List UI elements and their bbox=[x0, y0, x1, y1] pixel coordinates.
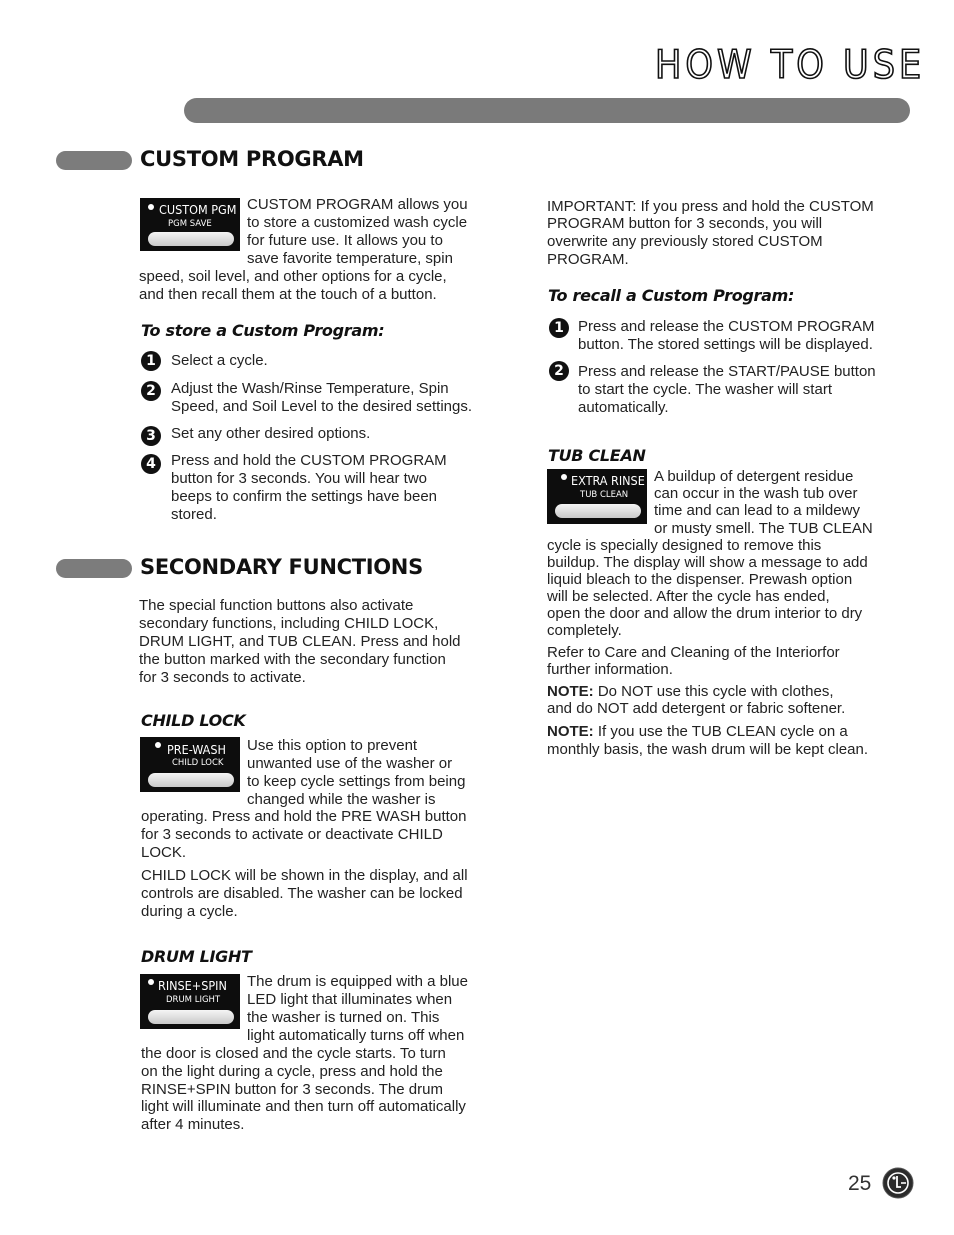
section-pill bbox=[56, 559, 132, 578]
tub-clean-refer-2: further information. bbox=[547, 661, 673, 678]
step-number: 2 bbox=[549, 361, 569, 381]
section-heading-custom-program: CUSTOM PROGRAM bbox=[140, 147, 364, 171]
store-step-4-line-3: beeps to confirm the settings have been bbox=[171, 488, 438, 505]
indicator-dot bbox=[148, 979, 154, 985]
child-lock-heading: CHILD LOCK bbox=[141, 711, 246, 730]
secondary-intro-4: the button marked with the secondary function bbox=[139, 651, 446, 668]
store-step-2-line-2: Speed, and Soil Level to the desired settings. bbox=[171, 398, 473, 415]
tub-clean-note-1-line-2: and do NOT add detergent or fabric softener. bbox=[547, 700, 846, 717]
button-main-label: EXTRA RINSE bbox=[571, 473, 645, 488]
indicator-dot bbox=[155, 742, 161, 748]
drum-light-text-6: on the light during a cycle, press and hold the bbox=[141, 1063, 443, 1080]
tub-clean-refer-1: Refer to Care and Cleaning of the Interiorfor bbox=[547, 644, 840, 661]
button-main-label: PRE-WASH bbox=[167, 742, 226, 757]
step-number: 1 bbox=[549, 318, 569, 338]
drum-light-text-9: after 4 minutes. bbox=[141, 1116, 245, 1133]
store-step-3: Set any other desired options. bbox=[171, 425, 371, 442]
page-title: HOW TO USE bbox=[655, 43, 926, 88]
pre-wash-button-image bbox=[140, 737, 240, 792]
secondary-intro-5: for 3 seconds to activate. bbox=[139, 669, 306, 686]
custom-program-intro-6: and then recall them at the touch of a button. bbox=[139, 286, 437, 303]
recall-step-2-line-3: automatically. bbox=[578, 399, 669, 416]
button-sub-label: CHILD LOCK bbox=[172, 758, 224, 768]
indicator-dot bbox=[148, 204, 154, 210]
important-text-2: PROGRAM button for 3 seconds, you will bbox=[547, 215, 823, 232]
tub-clean-note-2 bbox=[547, 723, 848, 741]
tub-clean-text-8: will be selected. After the cycle has ended, bbox=[547, 588, 830, 605]
tub-clean-text-7: liquid bleach to the dispenser. Prewash option bbox=[547, 571, 853, 588]
drum-light-text-5: the door is closed and the cycle starts. To turn bbox=[141, 1045, 446, 1062]
child-lock-text-2: unwanted use of the washer or bbox=[247, 755, 453, 772]
step-number: 4 bbox=[141, 454, 161, 474]
step-number: 1 bbox=[141, 351, 161, 371]
drum-light-text-2: LED light that illuminates when bbox=[247, 991, 453, 1008]
tub-clean-note-1 bbox=[547, 683, 833, 701]
store-step-4-line-2: button for 3 seconds. You will hear two bbox=[171, 470, 427, 487]
lg-logo-icon bbox=[882, 1167, 914, 1199]
tub-clean-text-4: or musty smell. The TUB CLEAN bbox=[654, 520, 873, 537]
custom-program-intro-4: save favorite temperature, spin bbox=[247, 250, 453, 267]
recall-step-2-line-2: to start the cycle. The washer will start bbox=[578, 381, 832, 398]
button-main-label: CUSTOM PGM bbox=[159, 202, 237, 217]
secondary-intro-2: secondary functions, including CHILD LOCK, bbox=[139, 615, 439, 632]
child-lock-text-6: for 3 seconds to activate or deactivate CHILD bbox=[141, 826, 443, 843]
child-lock-text2-2: controls are disabled. The washer can be locked bbox=[141, 885, 463, 902]
indicator-dot bbox=[561, 474, 567, 480]
button-sub-label: TUB CLEAN bbox=[580, 490, 629, 500]
button-pad bbox=[555, 504, 641, 518]
child-lock-text-7: LOCK. bbox=[141, 844, 187, 861]
tub-clean-note-2-line-2: monthly basis, the wash drum will be kept clean. bbox=[547, 741, 868, 758]
drum-light-text-4: light automatically turns off when bbox=[247, 1027, 465, 1044]
secondary-intro-1: The special function buttons also activate bbox=[139, 597, 414, 614]
button-pad bbox=[148, 1010, 234, 1024]
step-number: 2 bbox=[141, 381, 161, 401]
child-lock-text2-1: CHILD LOCK will be shown in the display, and all bbox=[141, 867, 468, 884]
note-text: If you use the TUB CLEAN cycle on a bbox=[593, 723, 848, 740]
child-lock-text2-3: during a cycle. bbox=[141, 903, 238, 920]
recall-step-1-line-1: Press and release the CUSTOM PROGRAM bbox=[578, 318, 875, 335]
secondary-intro-3: DRUM LIGHT, and TUB CLEAN. Press and hold bbox=[139, 633, 461, 650]
button-sub-label: PGM SAVE bbox=[168, 219, 212, 229]
custom-program-intro-3: for future use. It allows you to bbox=[247, 232, 443, 249]
section-heading-secondary-functions: SECONDARY FUNCTIONS bbox=[140, 555, 423, 579]
important-text-3: overwrite any previously stored CUSTOM bbox=[547, 233, 823, 250]
recall-step-2-line-1: Press and release the START/PAUSE button bbox=[578, 363, 876, 380]
recall-step-1-line-2: button. The stored settings will be displayed. bbox=[578, 336, 873, 353]
note-label: NOTE: bbox=[547, 723, 594, 740]
tub-clean-text-3: time and can lead to a mildewy bbox=[654, 502, 860, 519]
rinse-spin-button-image bbox=[140, 974, 240, 1029]
button-sub-label: DRUM LIGHT bbox=[166, 995, 221, 1005]
tub-clean-text-1: A buildup of detergent residue bbox=[654, 468, 854, 485]
tub-clean-text-5: cycle is specially designed to remove this bbox=[547, 537, 822, 554]
tub-clean-text-9: open the door and allow the drum interior to dry bbox=[547, 605, 863, 622]
step-number: 3 bbox=[141, 426, 161, 446]
button-main-label: RINSE+SPIN bbox=[158, 978, 227, 993]
tub-clean-heading: TUB CLEAN bbox=[548, 446, 646, 465]
recall-custom-program-heading: To recall a Custom Program: bbox=[548, 286, 795, 305]
important-text-1: IMPORTANT: If you press and hold the CUSTOM bbox=[547, 198, 874, 215]
store-step-4-line-1: Press and hold the CUSTOM PROGRAM bbox=[171, 452, 447, 469]
drum-light-text-1: The drum is equipped with a blue bbox=[247, 973, 468, 990]
store-custom-program-heading: To store a Custom Program: bbox=[141, 321, 385, 340]
note-label: NOTE: bbox=[547, 683, 594, 700]
tub-clean-text-10: completely. bbox=[547, 622, 622, 639]
important-text-4: PROGRAM. bbox=[547, 251, 629, 268]
custom-pgm-button-image bbox=[140, 198, 240, 251]
drum-light-text-3: the washer is turned on. This bbox=[247, 1009, 440, 1026]
child-lock-text-3: to keep cycle settings from being bbox=[247, 773, 466, 790]
child-lock-text-1: Use this option to prevent bbox=[247, 737, 418, 754]
extra-rinse-button-image bbox=[547, 469, 647, 524]
title-bar bbox=[184, 98, 910, 123]
store-step-1: Select a cycle. bbox=[171, 352, 268, 369]
page-number: 25 bbox=[848, 1172, 872, 1195]
child-lock-text-5: operating. Press and hold the PRE WASH button bbox=[141, 808, 467, 825]
store-step-2-line-1: Adjust the Wash/Rinse Temperature, Spin bbox=[171, 380, 449, 397]
button-pad bbox=[148, 232, 234, 246]
tub-clean-text-2: can occur in the wash tub over bbox=[654, 485, 858, 502]
custom-program-intro-2: to store a customized wash cycle bbox=[247, 214, 468, 231]
section-pill bbox=[56, 151, 132, 170]
drum-light-text-7: RINSE+SPIN button for 3 seconds. The drum bbox=[141, 1081, 443, 1098]
note-text: Do NOT use this cycle with clothes, bbox=[593, 683, 834, 700]
custom-program-intro-1: CUSTOM PROGRAM allows you bbox=[247, 196, 468, 213]
custom-program-intro-5: speed, soil level, and other options for a cycle, bbox=[139, 268, 447, 285]
drum-light-text-8: light will illuminate and then turn off automatically bbox=[141, 1098, 466, 1115]
store-step-4-line-4: stored. bbox=[171, 506, 217, 523]
button-pad bbox=[148, 773, 234, 787]
child-lock-text-4: changed while the washer is bbox=[247, 791, 436, 808]
drum-light-heading: DRUM LIGHT bbox=[141, 947, 252, 966]
tub-clean-text-6: buildup. The display will show a message to add bbox=[547, 554, 868, 571]
